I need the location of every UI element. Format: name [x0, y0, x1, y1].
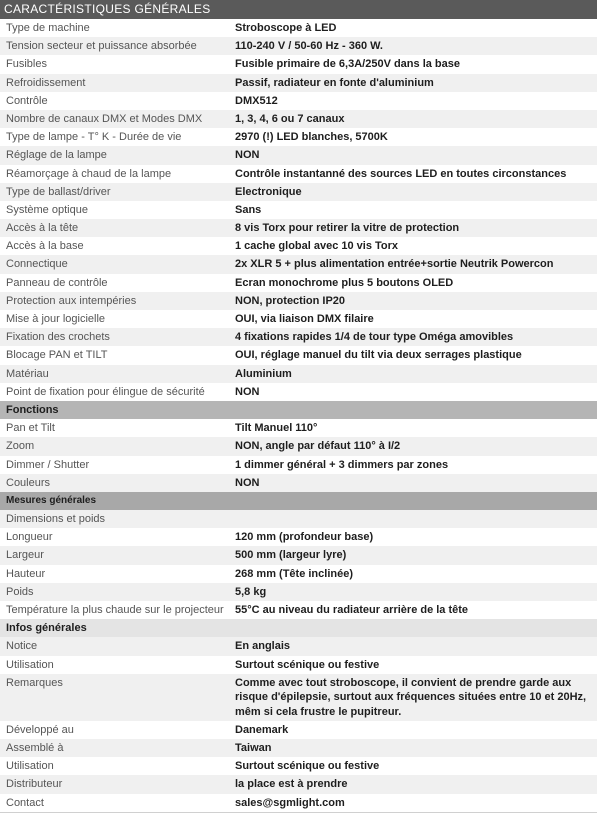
spec-value: DMX512: [235, 94, 278, 107]
spec-label: Fusibles: [6, 58, 47, 71]
spec-label: Couleurs: [6, 476, 51, 489]
spec-row: [0, 310, 597, 328]
spec-label: Point de fixation pour élingue de sécurité: [6, 385, 205, 398]
spec-label: Hauteur: [6, 567, 46, 580]
spec-label: Mise à jour logicielle: [6, 313, 106, 325]
spec-value: 110-240 V / 50-60 Hz - 360 W.: [235, 40, 383, 53]
spec-row: [0, 128, 597, 146]
spec-row: [0, 146, 597, 164]
spec-row: [0, 237, 597, 255]
spec-row: [0, 739, 597, 757]
spec-value: NON, protection IP20: [235, 294, 346, 307]
spec-value: Surtout scénique ou festive: [235, 658, 380, 671]
spec-row: [0, 219, 597, 237]
spec-label: Réamorçage à chaud de la lampe: [6, 167, 172, 180]
spec-row: [0, 583, 597, 601]
spec-label: Protection aux intempéries: [6, 294, 137, 307]
section-heading-mesures: Mesures générales: [0, 492, 597, 510]
spec-label: Accès à la base: [6, 240, 84, 253]
spec-value: 5,8 kg: [235, 585, 267, 598]
spec-label: Nombre de canaux DMX et Modes DMX: [6, 112, 203, 125]
spec-row: [0, 419, 597, 437]
spec-row: [0, 292, 597, 310]
spec-label: Dimmer / Shutter: [6, 458, 90, 471]
spec-row: [0, 255, 597, 273]
spec-value: 2x XLR 5 + plus alimentation entrée+sortie Neutrik Powercon: [235, 258, 554, 271]
spec-value: 1 cache global avec 10 vis Torx: [235, 240, 399, 253]
spec-label: Connectique: [6, 258, 68, 271]
spec-value: Tilt Manuel 110°: [235, 422, 318, 435]
spec-label: Température la plus chaude sur le projecteur: [6, 604, 224, 616]
spec-label: Notice: [6, 640, 38, 653]
spec-label: Longueur: [6, 531, 53, 544]
spec-row: [0, 601, 597, 619]
spec-row: [0, 456, 597, 474]
spec-value: 8 vis Torx pour retirer la vitre de protection: [235, 222, 460, 235]
spec-row: [0, 19, 597, 37]
spec-row: [0, 565, 597, 583]
section-heading-fonctions: Fonctions: [0, 401, 597, 419]
general-section: [0, 19, 597, 401]
spec-label: Contact: [6, 796, 44, 809]
fonctions-section: [0, 419, 597, 492]
spec-value: En anglais: [235, 640, 291, 653]
spec-row: [0, 721, 597, 739]
spec-value: Electronique: [235, 185, 302, 198]
spec-label: Fixation des crochets: [6, 331, 110, 344]
spec-label: Type de ballast/driver: [6, 185, 111, 198]
spec-row: [0, 637, 597, 655]
spec-row: [0, 383, 597, 401]
spec-value: Contrôle instantanné des sources LED en toutes circonstances: [235, 167, 567, 180]
spec-label: Système optique: [6, 203, 88, 216]
spec-row: [0, 757, 597, 775]
spec-label: Type de lampe - T° K - Durée de vie: [6, 131, 182, 144]
spec-value: 120 mm (profondeur base): [235, 531, 374, 544]
spec-value: la place est à prendre: [235, 778, 348, 791]
spec-value: Comme avec tout stroboscope, il convient de prendre garde aux risque d'épilepsie, surtout aux fréquences situées entre 10 et 20Hz, mêm si cela frustre le pupitreur.: [235, 676, 587, 718]
spec-value: 55°C au niveau du radiateur arrière de la tête: [235, 604, 469, 616]
spec-row: [0, 110, 597, 128]
spec-label: Blocage PAN et TILT: [6, 349, 108, 362]
infos-section: [0, 637, 597, 811]
spec-row: [0, 92, 597, 110]
spec-label: Réglage de la lampe: [6, 149, 107, 162]
spec-value: Aluminium: [235, 367, 292, 380]
spec-label: Utilisation: [6, 658, 54, 671]
spec-value: Danemark: [235, 723, 289, 736]
spec-label: Développé au: [6, 723, 74, 736]
spec-row: [0, 274, 597, 292]
spec-value: Fusible primaire de 6,3A/250V dans la base: [235, 58, 460, 71]
spec-value: NON: [235, 385, 260, 398]
spec-value: NON: [235, 149, 260, 162]
mesures-section: [0, 528, 597, 619]
spec-value: Surtout scénique ou festive: [235, 760, 380, 773]
spec-value: Ecran monochrome plus 5 boutons OLED: [235, 276, 454, 289]
spec-row: [0, 55, 597, 73]
spec-label: Matériau: [6, 367, 49, 380]
spec-row: [0, 328, 597, 346]
spec-value: 4 fixations rapides 1/4 de tour type Oméga amovibles: [235, 331, 514, 344]
spec-value: Passif, radiateur en fonte d'aluminium: [235, 76, 434, 89]
spec-value: OUI, réglage manuel du tilt via deux serrages plastique: [235, 349, 522, 362]
spec-label: Zoom: [6, 440, 35, 453]
spec-label: Refroidissement: [6, 76, 86, 89]
spec-row: [0, 37, 597, 55]
section-heading-infos: Infos générales: [0, 619, 597, 637]
mesures-subheading-value: [231, 510, 597, 528]
spec-label: Utilisation: [6, 760, 54, 773]
spec-label: Accès à la tête: [6, 222, 79, 235]
spec-value: NON, angle par défaut 110° à I/2: [235, 440, 401, 453]
spec-row: [0, 74, 597, 92]
spec-label: Poids: [6, 585, 34, 598]
bottom-divider: [0, 812, 597, 813]
spec-row: [0, 674, 597, 721]
spec-label: Panneau de contrôle: [6, 276, 108, 289]
spec-value: NON: [235, 476, 260, 489]
spec-row: [0, 794, 597, 812]
spec-row: [0, 546, 597, 564]
spec-value: 1 dimmer général + 3 dimmers par zones: [235, 458, 449, 471]
spec-label: Largeur: [6, 549, 44, 562]
spec-row: [0, 365, 597, 383]
spec-row: [0, 656, 597, 674]
spec-value: Sans: [235, 203, 262, 216]
spec-row: [0, 474, 597, 492]
spec-label: Assemblé à: [6, 741, 64, 754]
spec-value: Stroboscope à LED: [235, 22, 337, 34]
spec-value: Taiwan: [235, 741, 272, 754]
spec-value: 2970 (!) LED blanches, 5700K: [235, 131, 388, 144]
mesures-subheading-row: [0, 510, 597, 528]
spec-label: Remarques: [6, 676, 63, 689]
spec-row: [0, 201, 597, 219]
spec-row: [0, 775, 597, 793]
spec-value: 500 mm (largeur lyre): [235, 549, 347, 562]
spec-label: Type de machine: [6, 22, 90, 34]
spec-value: OUI, via liaison DMX filaire: [235, 313, 374, 325]
spec-row: [0, 165, 597, 183]
mesures-subheading: Dimensions et poids: [6, 513, 106, 526]
spec-row: [0, 437, 597, 455]
spec-row: [0, 183, 597, 201]
spec-row: [0, 346, 597, 364]
spec-label: Tension secteur et puissance absorbée: [6, 40, 197, 53]
spec-label: Distributeur: [6, 778, 63, 791]
spec-value: 268 mm (Tête inclinée): [235, 567, 353, 580]
spec-label: Pan et Tilt: [6, 422, 55, 435]
spec-value: sales@sgmlight.com: [235, 796, 345, 809]
spec-label: Contrôle: [6, 94, 48, 107]
spec-value: 1, 3, 4, 6 ou 7 canaux: [235, 112, 345, 125]
spec-row: [0, 528, 597, 546]
sheet-title: CARACTÉRISTIQUES GÉNÉRALES: [0, 0, 597, 19]
